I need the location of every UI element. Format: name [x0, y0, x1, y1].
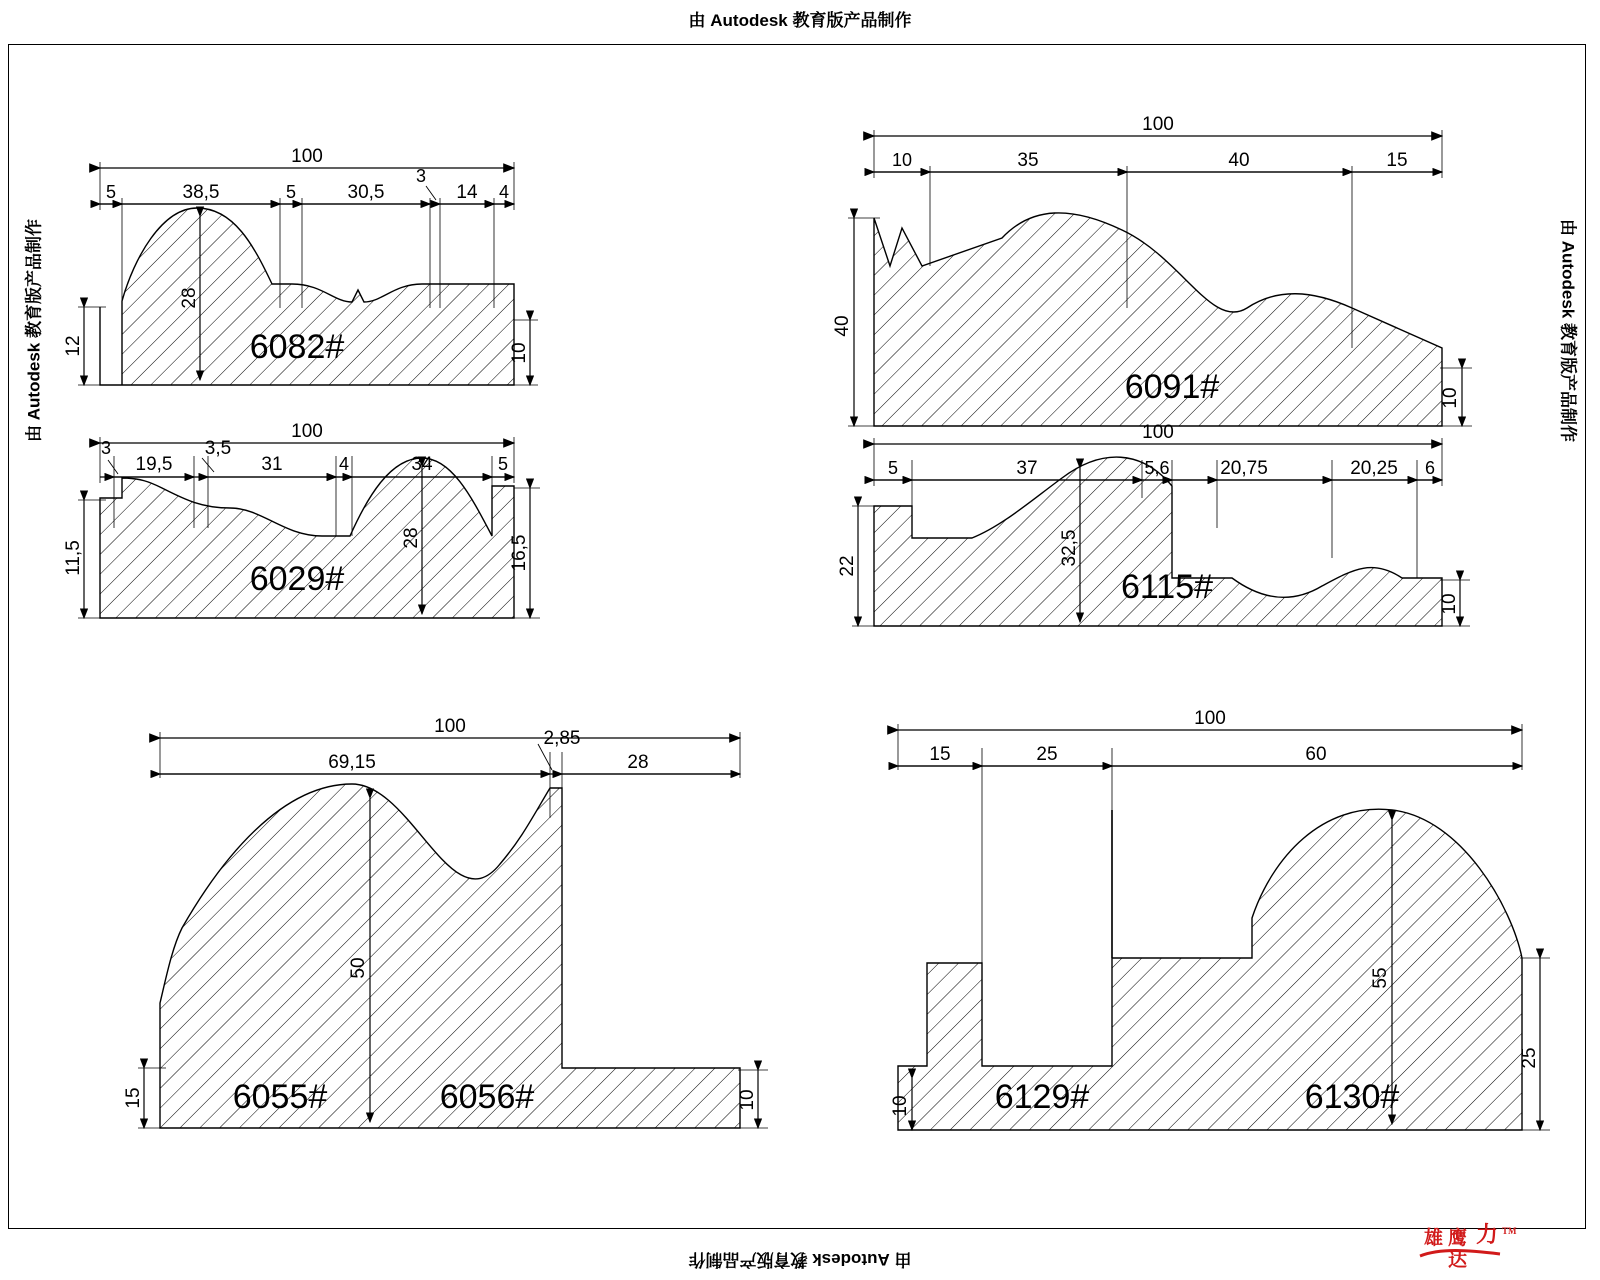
dim-6091-left: 40	[832, 315, 853, 337]
dim-6029-t1: 19,5	[135, 454, 173, 475]
dim-6029-right: 16,5	[509, 534, 530, 572]
dim-6029-t4: 4	[338, 454, 350, 474]
profile-6055-6056-outline	[160, 784, 740, 1128]
banner-right-text: 由 Autodesk 教育版产品制作	[1558, 219, 1578, 442]
dim-6115-right: 10	[1439, 593, 1460, 615]
dim-6091-t1: 35	[1017, 150, 1039, 171]
dim-6115-t0: 5	[887, 458, 899, 478]
label-6115: 6115#	[1120, 568, 1214, 606]
logo-char-2: 鹰	[1448, 1228, 1468, 1249]
dim-6091-right: 10	[1440, 387, 1461, 409]
dim-6029-t2: 3,5	[204, 438, 232, 459]
label-6056: 6056#	[439, 1078, 535, 1116]
dim-6082-t5: 14	[456, 182, 478, 203]
dim-6091-t0: 10	[891, 150, 913, 170]
label-6091: 6091#	[1124, 368, 1220, 406]
profile-6055-6056	[160, 784, 740, 1128]
logo-char-1: 雄	[1424, 1228, 1444, 1249]
dim-6082-right: 10	[509, 342, 530, 364]
dim-6029-t3: 31	[261, 454, 283, 475]
dim-6115-overall: 100	[1142, 422, 1174, 443]
dim-6055-inner: 50	[348, 957, 369, 979]
dim-6029-overall: 100	[291, 421, 323, 442]
dim-6055-left: 15	[123, 1087, 144, 1109]
dim-6091-overall: 100	[1142, 114, 1174, 135]
dim-6082-t2: 5	[285, 182, 297, 202]
dim-6082-t6: 4	[498, 182, 510, 202]
dim-6082-t1: 38,5	[182, 182, 220, 203]
dim-6129-t1: 25	[1036, 744, 1058, 765]
dim-6091-t3: 15	[1386, 150, 1408, 171]
dim-6029-t6: 5	[497, 454, 509, 474]
banner-bottom	[0, 1249, 1600, 1274]
label-6130: 6130#	[1304, 1078, 1400, 1116]
dim-6029-t0: 3	[100, 438, 112, 458]
dim-6091-t2: 40	[1228, 150, 1250, 171]
dim-6129-overall: 100	[1194, 708, 1226, 729]
profile-6129-6130-outline	[898, 809, 1522, 1130]
logo-char-3: 力	[1476, 1222, 1499, 1247]
banner-top	[0, 6, 1600, 31]
dim-6115-t3: 20,75	[1220, 458, 1268, 479]
label-6055: 6055#	[232, 1078, 328, 1116]
dim-6082-overall: 100	[291, 146, 323, 167]
dim-6129-inner: 55	[1370, 967, 1391, 989]
dim-6055-t0: 69,15	[328, 752, 376, 773]
dim-6029-t5: 34	[411, 454, 433, 475]
dim-6055-t2: 28	[627, 752, 649, 773]
label-6129: 6129#	[994, 1078, 1090, 1116]
dim-6082-t0: 5	[105, 182, 117, 202]
drawing-area	[22, 58, 1572, 1218]
dim-6129-right: 25	[1519, 1047, 1540, 1069]
logo-trademark: TM	[1502, 1226, 1517, 1236]
dim-6115-t2: 5,6	[1144, 458, 1170, 478]
logo-char-4: 达	[1448, 1250, 1468, 1271]
dim-6055-right: 10	[737, 1089, 758, 1111]
company-logo	[1416, 1220, 1586, 1274]
label-6029: 6029#	[249, 560, 345, 598]
dim-6129-t0: 15	[929, 744, 951, 765]
dim-6029-left: 11,5	[63, 540, 84, 576]
dim-6129-left: 10	[890, 1095, 911, 1117]
dim-6129-t2: 60	[1305, 744, 1327, 765]
dim-6115-t5: 6	[1424, 458, 1436, 478]
banner-left-text: 由 Autodesk 教育版产品制作	[24, 219, 44, 442]
banner-top-text: 由 Autodesk 教育版产品制作	[688, 11, 912, 30]
dim-6115-inner: 32,5	[1059, 529, 1080, 567]
dim-6082-left: 12	[63, 335, 84, 357]
dim-6029-inner: 28	[401, 527, 422, 549]
dim-6115-left: 22	[837, 555, 858, 577]
dim-6055-t1: 2,85	[543, 728, 581, 749]
dim-6082-t4: 3	[415, 166, 427, 186]
profile-6129-6130	[898, 809, 1522, 1130]
banner-bottom-text: 由 Autodesk 教育版产品制作	[688, 1250, 912, 1269]
dim-6082-t3: 30,5	[347, 182, 385, 203]
dim-6055-overall: 100	[434, 716, 466, 737]
label-6082: 6082#	[249, 328, 345, 366]
dim-6082-inner: 28	[179, 287, 200, 309]
dim-6115-t4: 20,25	[1350, 458, 1398, 479]
dim-6115-t1: 37	[1016, 458, 1038, 479]
